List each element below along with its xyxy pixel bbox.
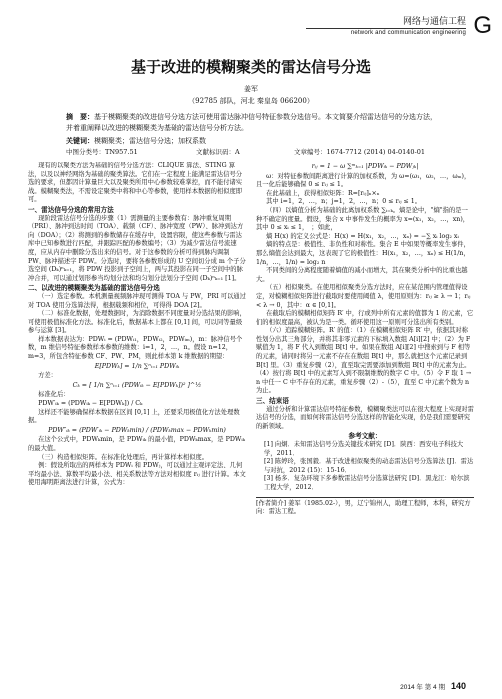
reference-item: [1] 向炯．未知雷达信号分选关键技术研究 [D]．陕西：西安电子科技大学，2011． [264,441,464,457]
journal-header [0,6,502,40]
issue-label: 2014 年 第 4 期 [400,684,445,691]
article-number: 文章编号：1674-7712 (2014) 04-0140-01 [294,148,426,156]
keywords-text: 模糊聚类；雷达信号分选；加权系数 [94,137,206,145]
right-paragraph: 通过分析和计算雷达信号特征参数，模糊聚类法可以在很大程度上实现对雷达信号的分选，而如何将雷达信号分选这样的智能化实现，仍是我们需要研究的新领域。 [256,405,474,430]
author: 姜军 [244,85,258,93]
right-paragraph: 熵 H(x) 的定义公式是：H(x) = H(x₁，x₂，…，xₙ) = −∑ xᵢ log₂ xᵢ [266,232,459,240]
left-paragraph: （二）标准化数据，处理数据时，为消除数据不同度量对分选结果的影响，可使用极值标准化方法。标准化后，数据基本上都在 [0,1] 间，可以同等量级参与运算 [3]。 [28,310,246,335]
right-column-body [256,163,474,431]
left-paragraph: 这样还不能够确保样本数据在区间 [0,1] 上，还要采用极值化方法处理数据。 [28,408,240,425]
section-letter: G [473,12,492,39]
article-title: 基于改进的模糊聚类的雷达信号分选 [130,58,371,76]
left-paragraph: 在这个公式中，PDWₖmin，是 PDWᵢₖ 的最小值，PDWₖmax，是 PDWᵢₖ 的最大值。 [28,436,245,452]
journal-name-en: network and communication engineering [350,30,466,36]
reference-item: [3] 杨多．复杂环境下多参数雷达信号分选算法研究 [D]．黑龙江：哈尔滨工程大学，2012． [264,475,470,491]
left-paragraph: PDW′ᵢₖ = (PDWᵢₖ − E[PDWₖ]) / Cₖ [38,400,143,408]
right-paragraph: （五）相似聚类。在使用相似聚类分选方法时，应在某范围内管理值得设定，对模糊相似矩阵进行截取时要使用阈值 λ，使用原则为：rᵢⱼ ≥ λ → 1；rᵢⱼ < λ → 0，其中：α ∈ [0,1]。 [256,284,471,309]
abstract-text: 基于模糊聚类的改进信号分选方法可使用雷达脉冲信号特征参数分选信号。本文简要介绍雷达信号的分选方法，并着重阐释以改进的模糊聚类为基础的雷达信号分析方法。 [66,113,437,132]
right-column [256,162,474,672]
right-paragraph: 其中 i=1，2，…，n；j=1，2，…，n；0 ≤ rᵢⱼ ≤ 1。 [266,198,422,206]
page-footer [400,681,466,691]
right-paragraph: （六）追踪模糊矩阵。R′ 的值：（1）在模糊相似矩阵 R′ 中，依据其对称性划分出其三角部分，并将其非零元素的下标填入数组 A[i][2] 中；（2）为 F 赋值为 1，将 F 代入到数组 B[t] 中。如果在数组 A[i][2] 中搜索到与 F 相等的元素，请同时将另一元素不存在在数组 B[t] 中，那么就把这个元素记录到 B[t] 里。（3）重复步骤（2），直至取完需要添加到数组 B[t] 中的元素为止。（4）按行将 B[t] 中的元素写入到不限制维数的数字 C 中。（5）令 F 取 1 → n 中任一 C 中不存在的元素，重复步骤（2）-（5），直至 C 中元素个数为 n 为止。 [256,327,472,395]
left-column [28,162,246,672]
left-heading: 二、以改进的模糊聚类为基础的雷达信号分选 [28,284,160,293]
reference-item: [2] 陈婷玲，张国毅．基于改进相似聚类的动态雷达信号分选算法 [J]．雷达与对抗，2012 (15)：15-16． [264,458,474,474]
left-formula: PDW″ᵢₖ = (PDW′ᵢₖ − PDWₖmin) / (PDWₖmax − PDWₖmin) [48,426,226,434]
right-heading: 三、结束语 [256,397,289,406]
left-paragraph: 例：假设所取出的两样本为 PDWᵢ 和 PDWⱼ，可以通过主观评定法、几何平均最小法、算数平均最小法、相关系数法等方法对相似度 rᵢⱼ 进行计算。本文使用海明距离法进行计算，公式为： [28,462,246,487]
header-rule [306,28,466,29]
right-paragraph: 在此基础上，获得相似矩阵：R=[rᵢⱼ]ₙ×ₙ [266,189,380,197]
keywords-label: 关键词： [66,137,94,145]
left-formula: E[PDWₖ] = 1/n ∑ⁿᵢ₌₁ PDWᵢₖ [94,362,180,370]
affiliation: （92785 部队，河北 秦皇岛 066200） [188,97,314,105]
abstract-label: 摘 要： [66,113,94,121]
references-heading: 参考文献： [348,432,382,441]
left-paragraph: 方差： [38,372,57,380]
left-paragraph: （三）构造相似矩阵。在标准化处理后，再计算样本相似度。 [38,453,209,461]
right-paragraph: ω：对特征参数间距离进行计算的加权系数，为 ω=(ω₁，ω₂，…，ωₘ)，且一化后能够确保 0 ≤ rᵢⱼ ≤ 1。 [256,172,471,189]
references-list [256,441,474,493]
left-paragraph: 现阶段雷达信号分选的步骤（1）需测量的主要参数有：脉冲重复周期（PRI）、脉冲到达时间（TOA）、载频（CF）、脉冲宽度（PW）、脉冲到达方向（DOA）；（2）将测到的参数储存在缓存中，设置容限，使这些参数与雷达库中已知参数进行匹配，并跟踪匹配的参数编号；（3）为减少雷达信号流速度，应从内存中删除分选出来的信号。对于这参数的分析可得到脉内调制 PW、脉冲描述字 PDW。分选时，要将各参数形成的 U 空间切分成 m 个子分选空间 (Dₖ)ⁿₖ₌₁，将 PDW 投影到子空间上，两与其投影在同一子空间中的脉冲合并，可以通过划形参当均划分法和均匀划分法划分子空间 (Dₖ)ⁿₖ₌₁ [1]。 [28,214,246,282]
clc-number: 中图分类号：TN957.51 [66,148,138,156]
keywords [66,136,440,147]
left-paragraph: 样本数据表达为：PDWᵢ = (PDWᵢ₁，PDWᵢ₂，PDWᵢₘ)，m：脉冲信号个数，m 维信号特征参数样本参数的维数：i=1，2，…，n。假设 n=12，m=3，所包含特征参数 CF、PW、PM，则此样本第 k 维数据的期望： [28,335,243,361]
right-paragraph: （四）以熵值分析为基础的此离加权系数 ∑ᵢ₌ₖ。熵是论中，"熵"指的是一种不确定的度量。假设，集合 x 中事件发生的概率为 x=(x₁，x₂，…，xn)，其中 0 ≤ xᵢ ≤ 1， ；如此， [256,206,470,232]
abstract [66,112,440,134]
right-paragraph: 熵的特点是：极值性、非负性和对称性。集合 E 中如果等概率发生事件，那么熵值会达到最大，这表现了它的极值性：H(x₁，x₂，…，xₙ) ≤ H(1/n，1/n，…，1/n) = log₂ n [256,241,470,266]
left-paragraph: 现有的以聚类方法为基础的信号分选方法：CLIQUE 算法、STING 算法，以及以神经网络为基础的聚类算法。它们在一定程度上能满足雷达信号分选的要求，但都因计算量巨大以及聚类所用中心参数较难掌控，而不能付诸实战。模糊聚类法，不需设定聚类中将和中心等参数，使用样本数据的相似度即可。 [28,162,243,204]
page-number: 140 [450,681,466,691]
left-paragraph: （一）选定参数。本机测量视频脉冲现可测得 TOA 与 PW，PRI 可以通过对 TOA 使用分选算法得，根据载频和相位，可得得 DOA [2]。 [28,292,246,309]
right-formula: rᵢⱼ = 1 − ω ∑ᵐₖ₌₁ |PDWᵢₖ − PDWⱼₖ| [311,163,419,170]
right-paragraph: 在截取后的模糊相似矩阵 R′ 中，行或列中所有元素的值都为 1 的元素，它们的相似度最高，被认为是一类。循环使用这一原则可分选出所有类别。 [256,310,474,326]
left-paragraph: 标准化后： [38,391,70,399]
left-formula: Cₖ = [ 1/n ∑ⁿᵢ₌₁ (PDWᵢₖ − E[PDWₖ])² ]^½ [72,381,202,389]
left-heading: 一、雷达信号分选的常用方法 [28,205,114,214]
right-paragraph: 不同类间的分离程度随着熵值的减小而增大，其在聚类分析中的比重也越大。 [256,267,468,283]
journal-name-cn: 网络与通信工程 [402,16,466,26]
document-code: 文献标识码：A [196,148,240,156]
author-footnote: [作者简介] 姜军（1985.02-），男，辽宁锦州人，助理工程师，本科，研究方向：雷达工程。 [256,497,474,517]
